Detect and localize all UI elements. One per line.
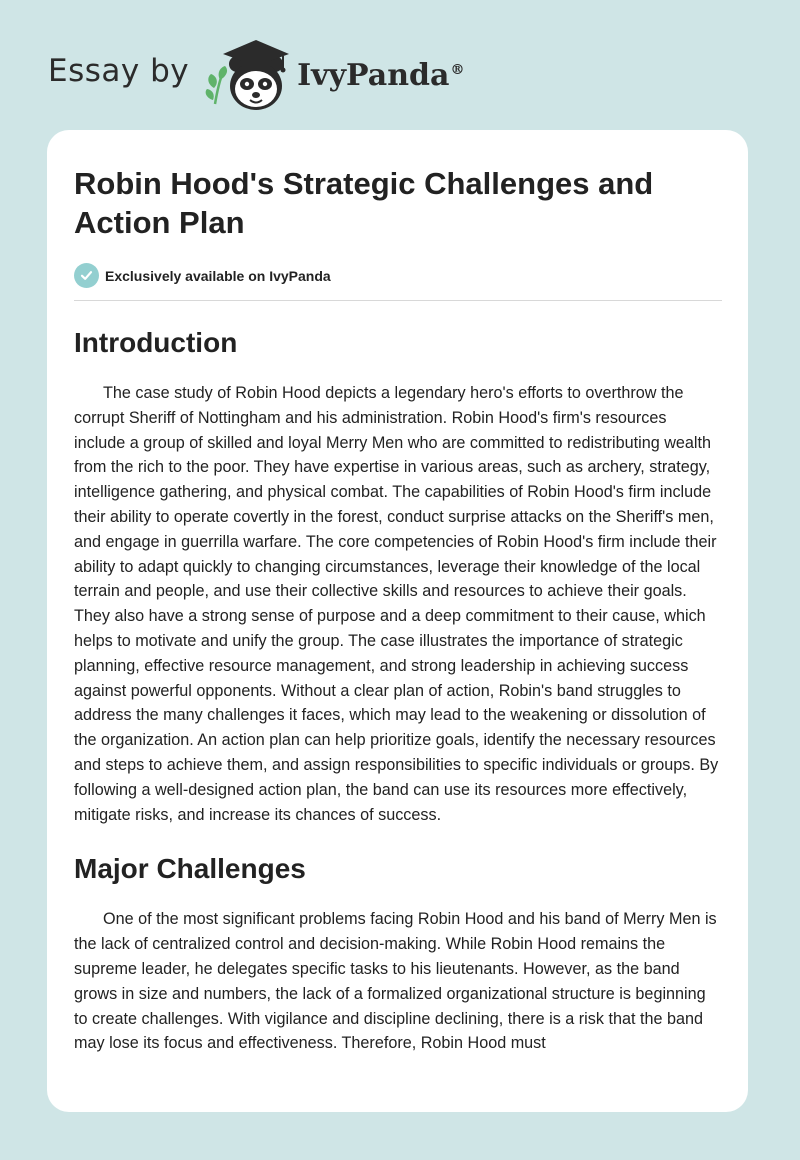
essay-content	[47, 130, 748, 1056]
section-heading-major-challenges: Major Challenges	[74, 853, 306, 885]
ivypanda-logo-link[interactable]	[203, 34, 464, 114]
essay-title: Robin Hood's Strategic Challenges and Action Plan	[74, 166, 654, 240]
section-body-major-challenges: One of the most significant problems facing Robin Hood and his band of Merry Men is the lack of centralized control and decision-making. While Robin Hood remains the supreme leader, he delegates specific tasks to his lieutenants. However, as the band grows in size and numbers, the lack of a formalized organizational structure is beginning to create challenges. With vigilance and discipline declining, there is a risk that the band may lose its focus and effectiveness. Therefore, Robin Hood must	[74, 910, 717, 1053]
brand-name: IvyPanda®	[297, 57, 465, 93]
essay-by-label: Essay by	[48, 53, 190, 89]
check-icon	[74, 263, 99, 288]
exclusive-badge-row	[74, 263, 722, 301]
essay-card	[47, 130, 748, 1112]
panda-logo-icon	[203, 34, 293, 114]
section-heading-introduction: Introduction	[74, 327, 238, 358]
registered-mark: ®	[450, 61, 465, 78]
section-body-introduction: The case study of Robin Hood depicts a legendary hero's efforts to overthrow the corrupt Sheriff of Nottingham and his administration. Robin Hood's firm's resources include a group of skilled and loyal Merry Men who are committed to redistributing wealth from the rich to the poor. They have expertise in various areas, such as archery, strategy, intelligence gathering, and physical combat. The capabilities of Robin Hood's firm include their ability to operate covertly in the forest, conduct surprise attacks on the Sheriff's men, and engage in guerrilla warfare. The core competencies of Robin Hood's firm include their ability to adapt quickly to changing circumstances, leverage their knowledge of the local terrain and people, and use their collective skills and resources to achieve their goals. They also have a strong sense of purpose and a deep commitment to their cause, which helps to motivate and unify the group. The case illustrates the importance of strategic planning, effective resource management, and strong leadership in achieving success against powerful opponents. Without a clear plan of action, Robin's band struggles to address the many challenges it faces, which may lead to the weakening or dissolution of the organization. An action plan can help prioritize goals, identify the necessary resources and steps to achieve them, and assign responsibilities to specific individuals or groups. By following a well-designed action plan, the band can use its resources more effectively, mitigate risks, and increase its chances of success.	[74, 384, 719, 824]
site-header	[48, 34, 464, 114]
exclusive-label: Exclusively available on IvyPanda	[105, 267, 331, 284]
